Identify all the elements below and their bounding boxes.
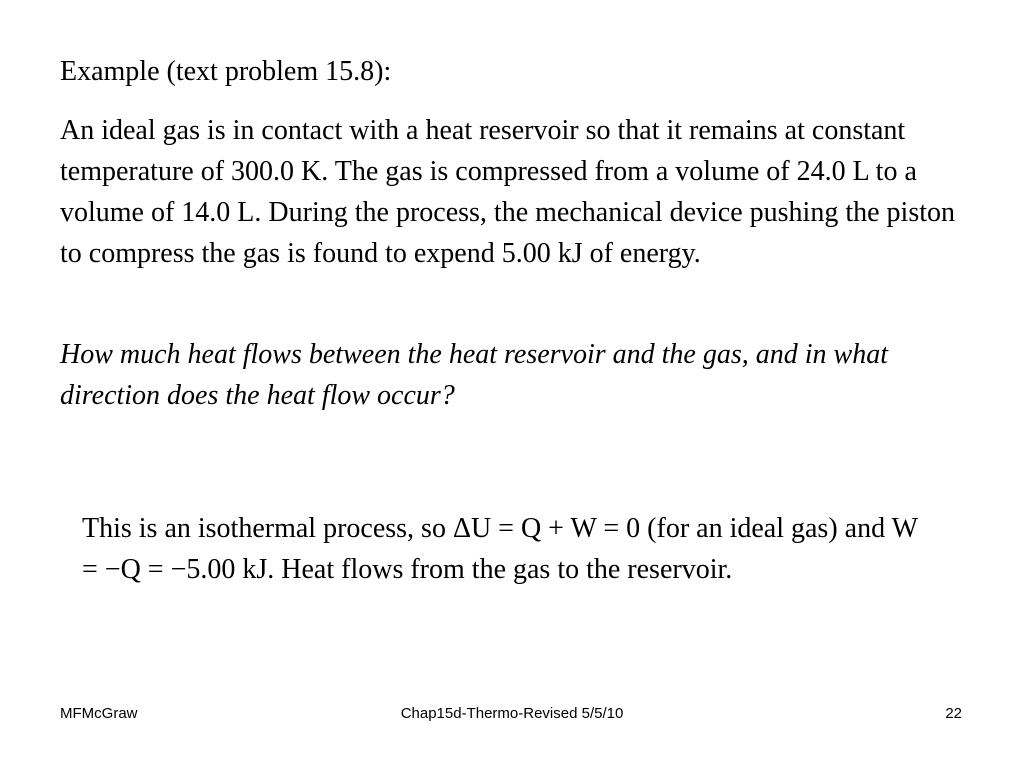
answer-text: This is an isothermal process, so ΔU = Q + W = 0 (for an ideal gas) and W = −Q = −5.00 kJ. Heat flows from the gas to the reservoir. bbox=[82, 513, 918, 585]
footer-page-number: 22 bbox=[945, 705, 962, 722]
example-title: Example (text problem 15.8): bbox=[60, 56, 392, 87]
footer-author: MFMcGraw bbox=[60, 705, 138, 722]
footer-document-title: Chap15d-Thermo-Revised 5/5/10 bbox=[400, 705, 624, 722]
problem-question: How much heat flows between the heat reservoir and the gas, and in what direction does the heat flow occur? bbox=[60, 339, 888, 411]
problem-statement: An ideal gas is in contact with a heat reservoir so that it remains at constant temperature of 300.0 K. The gas is compressed from a volume of 24.0 L to a volume of 14.0 L. During the process, the mechanical device pushing the piston to compress the gas is found to expend 5.00 kJ of energy. bbox=[60, 115, 956, 269]
